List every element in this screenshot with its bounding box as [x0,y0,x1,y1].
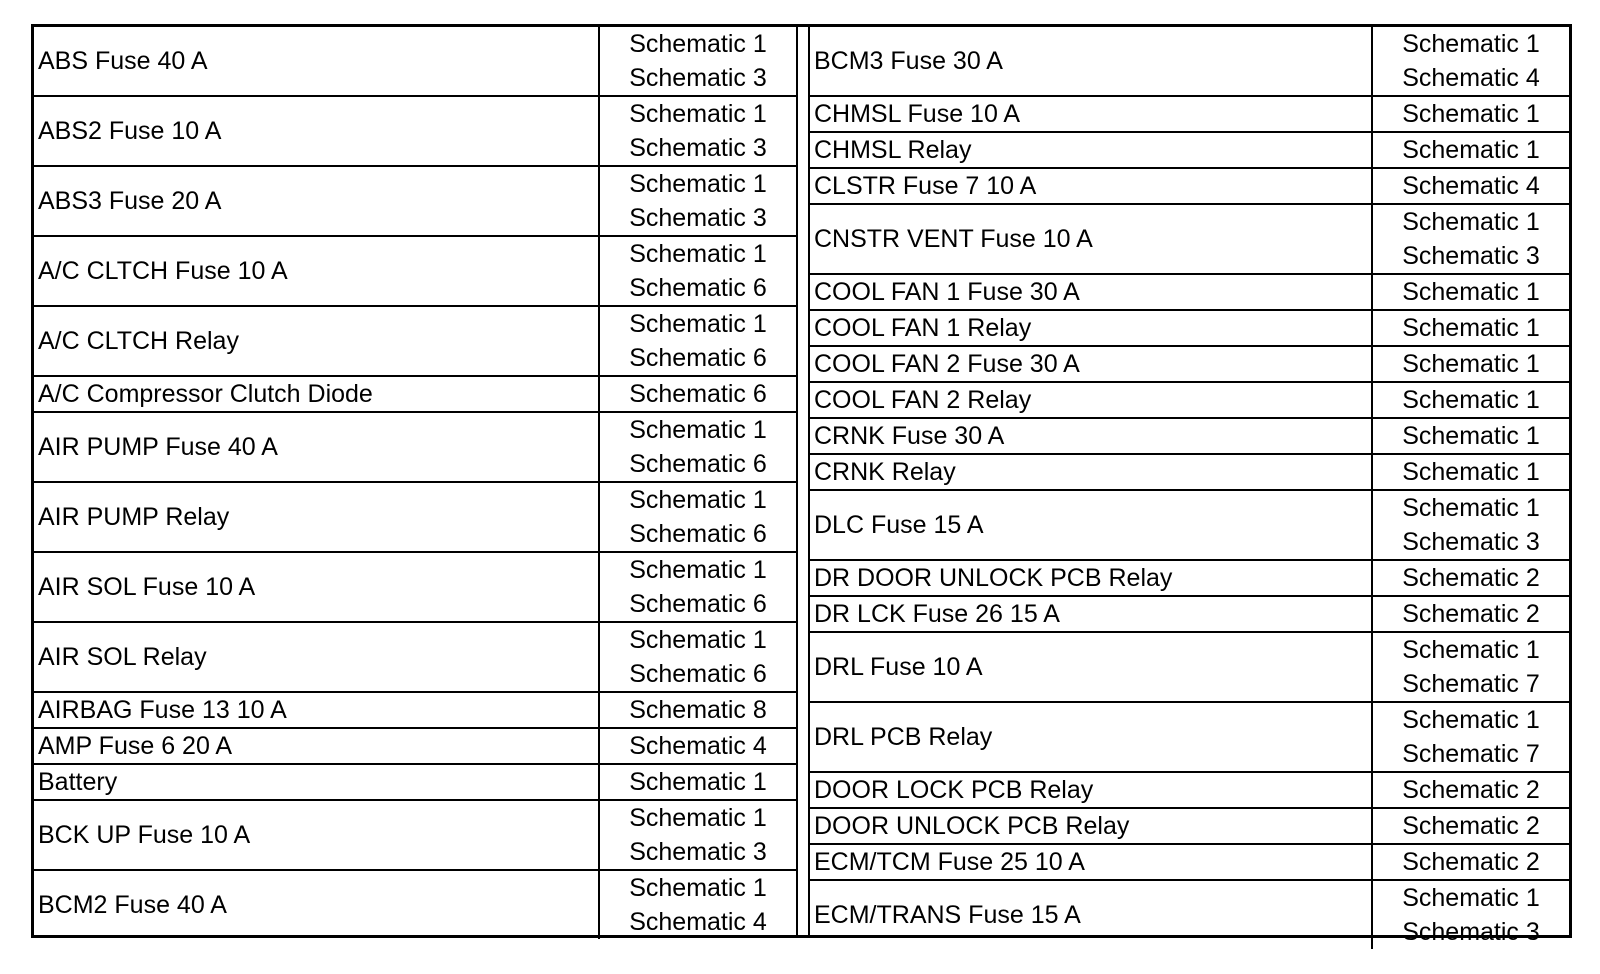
schematic-ref: Schematic 6 [629,380,767,408]
schematic-ref-cell [599,764,796,800]
table-row [810,772,1569,808]
component-name-cell: A/C CLTCH Fuse 10 A [34,236,599,306]
table-row [810,27,1569,96]
table-row [34,96,796,166]
component-name-cell: ECM/TRANS Fuse 15 A [814,901,1081,929]
schematic-ref-cell [1372,204,1569,274]
schematic-ref-cell [1372,844,1569,880]
component-index-table [31,24,1572,946]
schematic-ref: Schematic 1 [1402,494,1540,522]
table-row [34,236,796,306]
schematic-ref-cell [599,376,796,412]
schematic-ref: Schematic 1 [1402,30,1540,58]
left-table-body [34,27,796,939]
right-table [810,27,1569,949]
schematic-ref: Schematic 1 [629,626,767,654]
schematic-ref: Schematic 1 [629,768,767,796]
table-row [34,166,796,236]
table-row [34,800,796,870]
schematic-ref: Schematic 4 [1402,172,1540,200]
schematic-ref: Schematic 1 [629,486,767,514]
table-row [810,490,1569,560]
table-row [34,482,796,552]
component-name-cell: BCM2 Fuse 40 A [38,891,227,919]
component-name-cell: BCK UP Fuse 10 A [34,800,599,870]
schematic-ref-cell [1372,310,1569,346]
table-row [810,560,1569,596]
schematic-ref: Schematic 4 [629,908,767,936]
component-name-cell: CHMSL Fuse 10 A [810,96,1372,132]
component-name-cell: DR LCK Fuse 26 15 A [810,596,1372,632]
schematic-ref: Schematic 6 [629,344,767,372]
component-name-cell: ABS3 Fuse 20 A [34,166,599,236]
schematic-ref-cell [1372,490,1569,560]
schematic-ref: Schematic 1 [1402,386,1540,414]
schematic-ref: Schematic 1 [1402,884,1540,912]
schematic-ref-cell [599,482,796,552]
table-row [810,168,1569,204]
schematic-ref: Schematic 6 [629,660,767,688]
component-name-cell: DOOR UNLOCK PCB Relay [810,808,1372,844]
table-row [34,376,796,412]
component-name-cell: A/C CLTCH Relay [34,306,599,376]
table-row [810,844,1569,880]
schematic-ref: Schematic 3 [629,64,767,92]
schematic-ref: Schematic 1 [629,170,767,198]
schematic-ref-cell [1372,346,1569,382]
schematic-ref: Schematic 3 [629,134,767,162]
table-row [810,880,1569,949]
component-name-cell: ABS Fuse 40 A [34,27,599,96]
schematic-ref: Schematic 7 [1402,740,1540,768]
schematic-ref: Schematic 1 [1402,100,1540,128]
schematic-ref: Schematic 4 [629,732,767,760]
component-name-cell: ABS2 Fuse 10 A [34,96,599,166]
component-name-cell: AIR SOL Fuse 10 A [34,552,599,622]
component-name-cell: CRNK Fuse 30 A [810,418,1372,454]
column-divider [796,27,810,935]
schematic-ref-cell [1372,418,1569,454]
right-column [810,27,1569,946]
schematic-ref-cell [1372,596,1569,632]
schematic-ref: Schematic 1 [629,100,767,128]
table-row [34,870,796,939]
schematic-ref: Schematic 1 [1402,422,1540,450]
table-row [34,692,796,728]
schematic-ref: Schematic 1 [1402,458,1540,486]
schematic-ref-cell [1372,632,1569,702]
component-name-cell: CHMSL Relay [810,132,1372,168]
schematic-ref-cell [1372,560,1569,596]
schematic-ref: Schematic 1 [1402,636,1540,664]
schematic-ref: Schematic 6 [629,520,767,548]
component-name-cell: ECM/TCM Fuse 25 10 A [810,844,1372,880]
schematic-ref: Schematic 1 [1402,314,1540,342]
left-column [34,27,796,935]
schematic-ref: Schematic 1 [629,240,767,268]
component-name-cell: AIRBAG Fuse 13 10 A [34,692,599,728]
schematic-ref: Schematic 6 [629,590,767,618]
table-row [34,306,796,376]
component-name-cell: COOL FAN 2 Fuse 30 A [810,346,1372,382]
table-row [810,132,1569,168]
component-name-cell: CLSTR Fuse 7 10 A [810,168,1372,204]
table-row [34,728,796,764]
schematic-ref-cell [599,166,796,236]
schematic-ref: Schematic 1 [629,874,767,902]
schematic-ref-cell [599,27,796,96]
schematic-ref: Schematic 2 [1402,776,1540,804]
schematic-ref: Schematic 2 [1402,848,1540,876]
table-row [34,764,796,800]
table-row [34,27,796,96]
table-row [810,96,1569,132]
component-name-cell: DR DOOR UNLOCK PCB Relay [810,560,1372,596]
schematic-ref-cell [599,552,796,622]
schematic-ref: Schematic 2 [1402,812,1540,840]
schematic-ref-cell [1372,454,1569,490]
schematic-ref: Schematic 3 [1402,242,1540,270]
schematic-ref-cell [599,306,796,376]
table-row [34,622,796,692]
table-row [810,418,1569,454]
component-name-cell: BCM3 Fuse 30 A [810,27,1372,96]
table-row [34,412,796,482]
schematic-ref: Schematic 4 [1402,64,1540,92]
component-name-cell: COOL FAN 2 Relay [810,382,1372,418]
right-table-body [810,27,1569,949]
schematic-ref-cell [1372,96,1569,132]
schematic-ref-cell [599,870,796,939]
schematic-ref: Schematic 1 [1402,706,1540,734]
table-row [810,382,1569,418]
schematic-ref: Schematic 1 [1402,278,1540,306]
component-name-cell: COOL FAN 1 Fuse 30 A [810,274,1372,310]
schematic-ref-cell [1372,274,1569,310]
schematic-ref: Schematic 3 [1402,528,1540,556]
schematic-ref: Schematic 3 [629,204,767,232]
table-row [810,346,1569,382]
table-row [810,702,1569,772]
component-name-cell: A/C Compressor Clutch Diode [34,376,599,412]
schematic-ref: Schematic 3 [1402,918,1540,946]
table-row [810,632,1569,702]
schematic-ref-cell [599,412,796,482]
schematic-ref-cell [599,96,796,166]
component-name-cell: AIR SOL Relay [34,622,599,692]
schematic-ref-cell [1372,382,1569,418]
component-name-cell: CNSTR VENT Fuse 10 A [810,204,1372,274]
schematic-ref-cell [1372,168,1569,204]
schematic-ref: Schematic 1 [629,416,767,444]
component-name-cell: DRL PCB Relay [810,702,1372,772]
schematic-ref: Schematic 1 [1402,208,1540,236]
schematic-ref-cell [599,800,796,870]
component-name-cell: Battery [34,764,599,800]
component-name-cell: DOOR LOCK PCB Relay [810,772,1372,808]
schematic-ref-cell [1372,772,1569,808]
left-table [34,27,796,939]
schematic-ref-cell [1372,880,1569,949]
table-row [810,310,1569,346]
schematic-ref: Schematic 6 [629,450,767,478]
schematic-ref-cell [1372,702,1569,772]
schematic-ref: Schematic 1 [629,804,767,832]
schematic-ref-cell [599,622,796,692]
component-name-cell: DLC Fuse 15 A [810,490,1372,560]
schematic-ref-cell [599,236,796,306]
schematic-ref: Schematic 3 [629,838,767,866]
schematic-ref: Schematic 2 [1402,600,1540,628]
schematic-ref-cell [1372,27,1569,96]
table-row [810,454,1569,490]
table-row [810,274,1569,310]
schematic-ref: Schematic 1 [629,556,767,584]
component-name-cell: AIR PUMP Relay [34,482,599,552]
schematic-ref-cell [1372,808,1569,844]
schematic-ref-cell [599,692,796,728]
schematic-ref: Schematic 7 [1402,670,1540,698]
table-row [810,808,1569,844]
schematic-ref: Schematic 1 [629,310,767,338]
schematic-ref-cell [1372,132,1569,168]
schematic-ref: Schematic 1 [629,30,767,58]
component-name-cell: COOL FAN 1 Relay [810,310,1372,346]
component-name-cell: CRNK Relay [810,454,1372,490]
schematic-ref: Schematic 1 [1402,136,1540,164]
schematic-ref: Schematic 8 [629,696,767,724]
schematic-ref: Schematic 6 [629,274,767,302]
table-row [34,552,796,622]
component-name-cell: AMP Fuse 6 20 A [34,728,599,764]
schematic-ref-cell [599,728,796,764]
schematic-ref: Schematic 2 [1402,564,1540,592]
schematic-ref: Schematic 1 [1402,350,1540,378]
table-row [810,204,1569,274]
component-name-cell: AIR PUMP Fuse 40 A [34,412,599,482]
table-row [810,596,1569,632]
component-name-cell: DRL Fuse 10 A [810,632,1372,702]
